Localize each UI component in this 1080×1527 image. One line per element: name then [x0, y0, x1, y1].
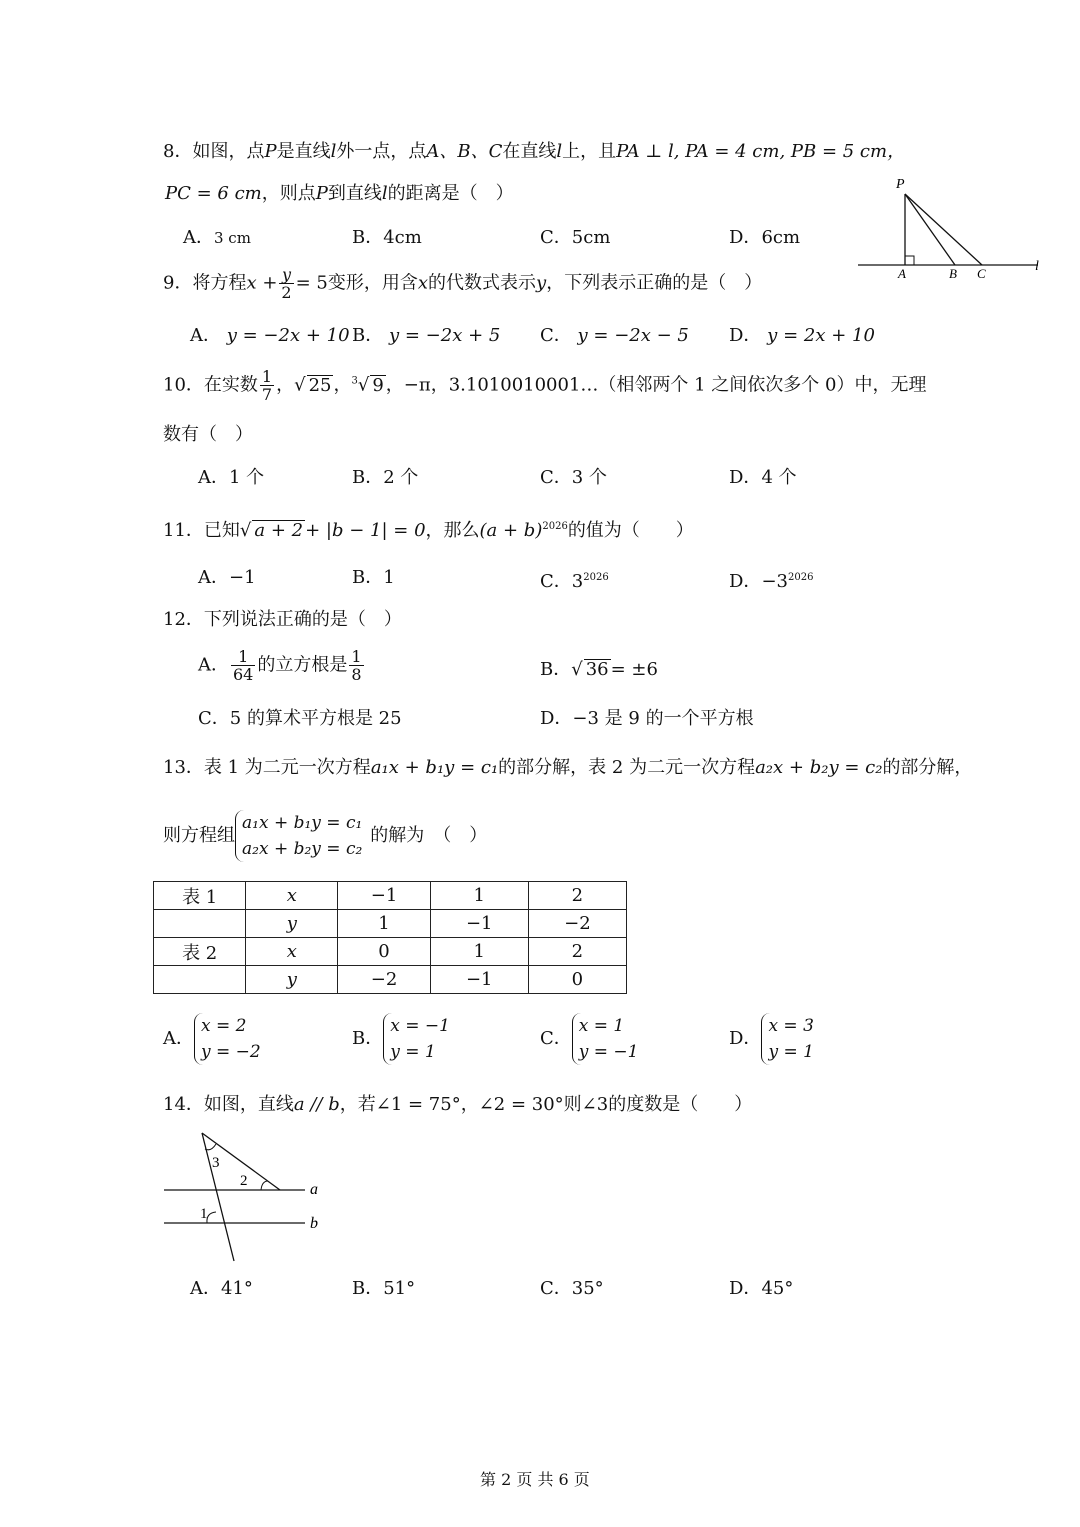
- q10-option-d: D．4 个: [729, 467, 797, 488]
- q12-option-c: C．5 的算术平方根是 25: [198, 708, 402, 729]
- table-row: 表 2 x 0 1 2: [154, 938, 627, 966]
- q10-line2: 数有（ ）: [163, 424, 253, 445]
- q13-option-b: B． x = −1 y = 1: [352, 1013, 450, 1065]
- q10-option-b: B．2 个: [352, 467, 419, 488]
- q14-figure: [160, 1125, 330, 1265]
- q11-option-c: C．$3^{2026}$: [540, 571, 609, 592]
- q8-option-c: C．5cm: [540, 227, 611, 248]
- q9-line1: 9．将方程x + $\frac{y}{2}$ = 5变形，用含x的代数式表示y，下列表示正确的是（ ）: [163, 265, 763, 302]
- q14-option-d: D．45°: [729, 1278, 794, 1299]
- q14-stem: 14．如图，直线a // b，若∠1 = 75°，∠2 = 30°则∠3的度数是（ ）: [163, 1094, 753, 1115]
- q11-option-b: B．1: [352, 567, 395, 588]
- fig8-label-p: P: [896, 177, 905, 192]
- fig8-label-l: l: [1035, 259, 1039, 274]
- q13-table: [153, 881, 627, 994]
- q9-option-c: C． y = −2x − 5: [540, 325, 689, 346]
- fig14-angle-2: 2: [240, 1173, 248, 1189]
- q14-option-a: A．41°: [190, 1278, 253, 1299]
- q8-option-b: B．4cm: [352, 227, 422, 248]
- q13-option-d: D． x = 3 y = 1: [729, 1013, 814, 1065]
- q8-option-d: D．6cm: [729, 227, 801, 248]
- q10-line1: 10．在实数 $\frac{1}{7}$ ，√ 25 ，$^3$√ 9 ，−π，3.1010010001…（相邻两个 1 之间依次多个 0）中，无理: [163, 367, 927, 404]
- q11-option-d: D．$-3^{2026}$: [729, 571, 814, 592]
- q12-option-d: D．−3 是 9 的一个平方根: [540, 708, 754, 729]
- q13-option-c: C． x = 1 y = −1: [540, 1013, 639, 1065]
- q9-option-b: B． y = −2x + 5: [352, 325, 501, 346]
- q9-option-a: A． y = −2x + 10: [190, 325, 350, 346]
- q11-line1: 11．已知√ a + 2 + |b − 1| = 0，那么$(a + b)^{2026}$的值为（ ）: [163, 520, 694, 541]
- q11-option-a: A．−1: [198, 567, 256, 588]
- q10-option-a: A．1 个: [198, 467, 265, 488]
- q10-option-c: C．3 个: [540, 467, 607, 488]
- q8-line2: PC = 6 cm，则点P到直线l的距离是（ ）: [165, 183, 514, 204]
- fig8-label-b: B: [949, 266, 957, 281]
- fig14-angle-1: 1: [200, 1206, 208, 1222]
- fig14-label-b: b: [310, 1215, 318, 1232]
- table-row: y 1 −1 −2: [154, 910, 627, 938]
- q9-option-d: D． y = 2x + 10: [729, 325, 875, 346]
- table-row: 表 1 x −1 1 2: [154, 882, 627, 910]
- q8-figure: [850, 170, 1050, 285]
- fig8-label-a: A: [898, 266, 906, 281]
- q9-fraction: $\frac{y}{2}$: [281, 265, 292, 302]
- fig14-angle-3: 3: [212, 1155, 220, 1171]
- page-footer: 第 2 页 共 6 页: [480, 1470, 590, 1489]
- q14-option-c: C．35°: [540, 1278, 604, 1299]
- q13-equation-system: a₁x + b₁y = c₁ a₂x + b₂y = c₂: [235, 810, 362, 862]
- q10-fraction: $\frac{1}{7}$: [261, 367, 273, 404]
- q8-option-a: A．3 cm: [183, 227, 251, 248]
- q12-option-a: A． $\frac{1}{64}$ 的立方根是 $\frac{1}{8}$: [198, 647, 362, 684]
- q14-option-b: B．51°: [352, 1278, 416, 1299]
- q8-line1: 8．如图，点P是直线l外一点，点A、B、C在直线l上，且PA ⊥ l, PA = 4 cm, PB = 5 cm，: [163, 141, 906, 162]
- fig8-label-c: C: [977, 266, 986, 281]
- q13-option-a: A． x = 2 y = −2: [163, 1013, 261, 1065]
- fig14-label-a: a: [310, 1181, 318, 1198]
- q12-option-b: B．√ 36 = ±6: [540, 659, 658, 680]
- table-row: y −2 −1 0: [154, 966, 627, 994]
- q12-stem: 12．下列说法正确的是（ ）: [163, 609, 402, 630]
- q13-line1: 13．表 1 为二元一次方程a₁x + b₁y = c₁的部分解，表 2 为二元一次方程a₂x + b₂y = c₂的部分解，: [163, 757, 973, 778]
- q13-line2: 则方程组 a₁x + b₁y = c₁ a₂x + b₂y = c₂ 的解为 （ ）: [163, 810, 487, 862]
